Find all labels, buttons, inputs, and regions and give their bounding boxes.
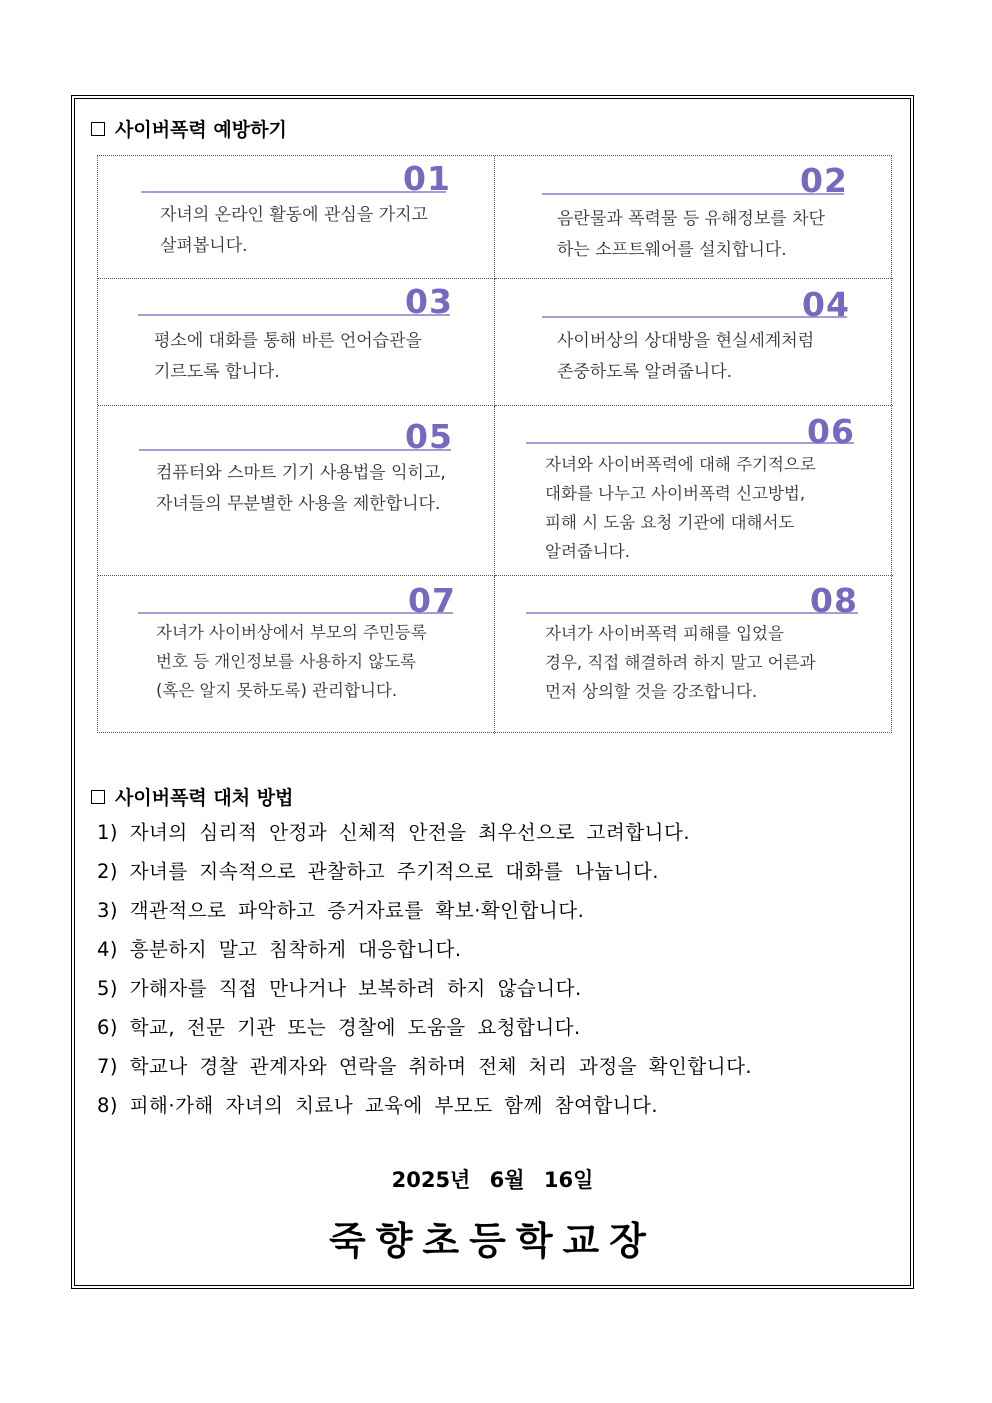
tip-text: 평소에 대화를 통해 바른 언어습관을 기르도록 합니다. — [154, 331, 422, 382]
tip-number: 07 — [408, 581, 456, 620]
list-item: 4) 흥분하지 말고 침착하게 대응합니다. — [97, 938, 462, 961]
prevention-heading-text: 사이버폭력 예방하기 — [115, 119, 287, 141]
response-heading — [91, 783, 293, 810]
tip-card-07 — [98, 576, 495, 734]
tip-underline — [526, 612, 858, 614]
tip-number: 06 — [807, 412, 855, 451]
response-heading-text: 사이버폭력 대처 방법 — [115, 787, 294, 809]
list-item: 1) 자녀의 심리적 안정과 신체적 안전을 최우선으로 고려합니다. — [97, 821, 691, 844]
tip-text: 자녀가 사이버폭력 피해를 입었을 경우, 직접 해결하려 하지 말고 어른과 먼저 상의할 것을 강조합니다. — [545, 624, 816, 701]
tip-underline — [526, 442, 854, 444]
tip-card-06 — [495, 406, 893, 576]
tip-underline — [141, 191, 446, 193]
list-item: 6) 학교, 전문 기관 또는 경찰에 도움을 요청합니다. — [97, 1016, 581, 1039]
list-item: 8) 피해·가해 자녀의 치료나 교육에 부모도 함께 참여합니다. — [97, 1094, 659, 1117]
tip-text: 음란물과 폭력물 등 유해정보를 차단 하는 소프트웨어를 설치합니다. — [557, 209, 825, 260]
checkbox-icon — [91, 790, 105, 804]
tip-underline — [542, 193, 844, 195]
tip-number: 05 — [405, 417, 453, 456]
tip-text: 자녀와 사이버폭력에 대해 주기적으로 대화를 나누고 사이버폭력 신고방법, 피해 시 도움 요청 기관에 대해서도 알려줍니다. — [545, 455, 816, 561]
tip-card-03 — [98, 279, 495, 406]
tip-card-01 — [98, 156, 495, 279]
tip-number: 03 — [405, 282, 453, 321]
tip-number: 02 — [800, 161, 848, 200]
tip-text: 자녀의 온라인 활동에 관심을 가지고 살펴봅니다. — [160, 205, 428, 256]
list-item: 3) 객관적으로 파악하고 증거자료를 확보·확인합니다. — [97, 899, 585, 922]
tip-text: 컴퓨터와 스마트 기기 사용법을 익히고, 자녀들의 무분별한 사용을 제한합니다. — [156, 463, 446, 514]
checkbox-icon — [91, 122, 105, 136]
list-item: 2) 자녀를 지속적으로 관찰하고 주기적으로 대화를 나눕니다. — [97, 860, 659, 883]
list-item: 7) 학교나 경찰 관계자와 연락을 취하며 전체 처리 과정을 확인합니다. — [97, 1055, 753, 1078]
tip-number: 01 — [403, 159, 451, 198]
list-item: 5) 가해자를 직접 만나거나 보복하려 하지 않습니다. — [97, 977, 582, 1000]
tip-text: 자녀가 사이버상에서 부모의 주민등록 번호 등 개인정보를 사용하지 않도록 (혹은 알지 못하도록) 관리합니다. — [156, 623, 427, 700]
tip-card-08 — [495, 576, 893, 734]
tip-card-02 — [495, 156, 893, 279]
tip-card-04 — [495, 279, 893, 406]
tip-underline — [138, 612, 453, 614]
tip-number: 08 — [810, 581, 858, 620]
tip-card-05 — [98, 406, 495, 576]
response-list — [97, 813, 752, 1125]
principal-signature: 죽향초등학교장 — [329, 1219, 656, 1263]
prevention-tips-grid — [97, 155, 892, 733]
tip-number: 04 — [802, 285, 850, 324]
tip-underline — [138, 314, 450, 316]
document-date: 2025년 6월 16일 — [391, 1168, 594, 1192]
tip-text: 사이버상의 상대방을 현실세계처럼 존중하도록 알려줍니다. — [557, 331, 815, 382]
prevention-heading — [91, 115, 287, 142]
